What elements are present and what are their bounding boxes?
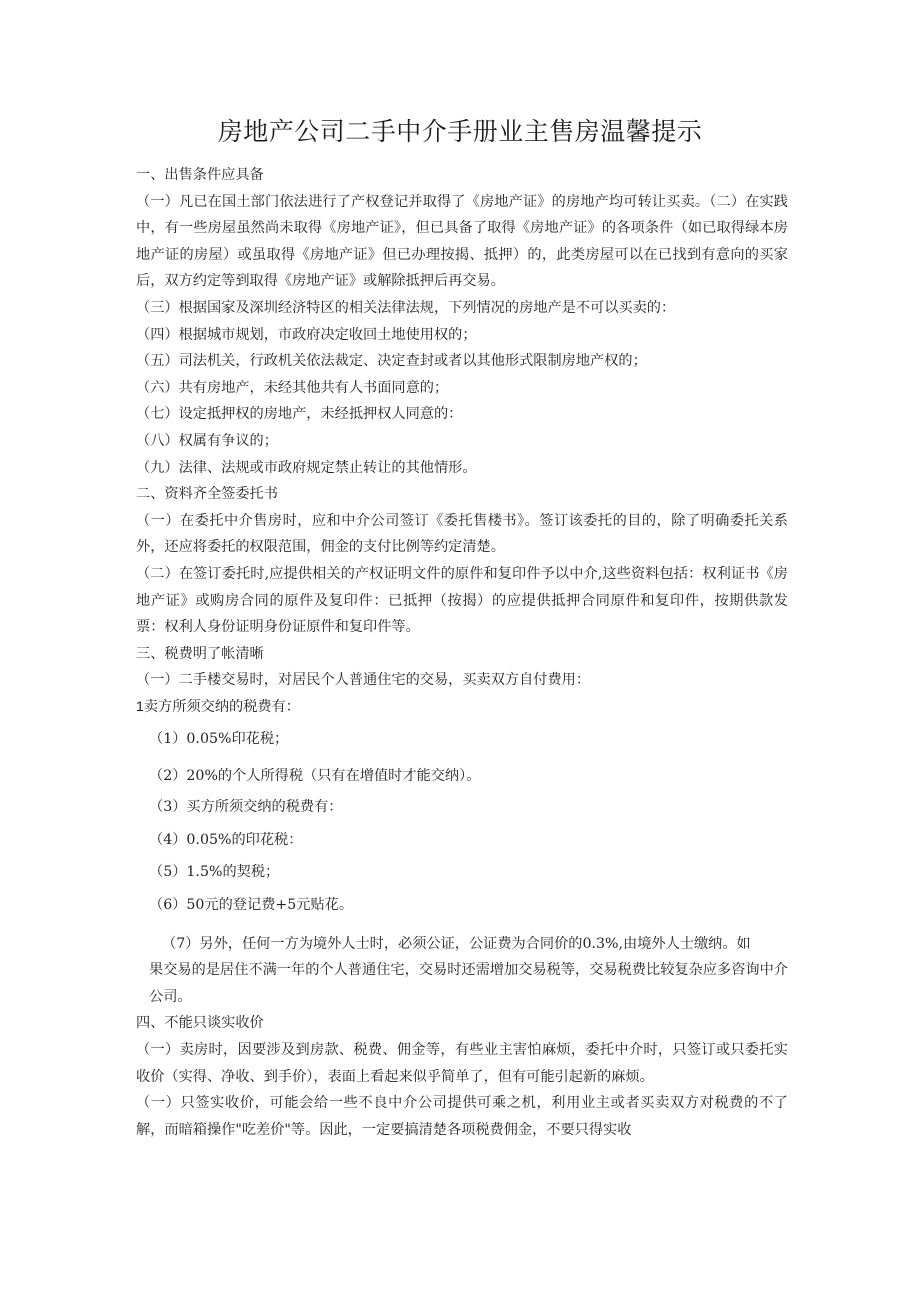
paragraph: （二）在签订委托时,应提供相关的产权证明文件的原件和复印件予以中介,这些资料包括：权利证书《房地产证》或购房合同的原件及复印件：已抵押（按揭）的应提供抵押合同原件和复印件，按期供款发票：权利人身份证明身份证原件和复印件等。 (136, 565, 788, 636)
paragraph: （三）根据国家及深圳经济特区的相关法律法规，下列情况的房地产是不可以买卖的： (136, 299, 676, 316)
paragraph: （七）设定抵押权的房地产，未经抵押权人同意的： (136, 406, 463, 423)
tax-item: （2）20%的个人所得税（只有在增值时才能交纳）。 (149, 768, 481, 785)
tax-item-7 (136, 931, 788, 1011)
paragraph: （一）卖房时，因要涉及到房款、税费、佣金等，有些业主害怕麻烦，委托中介时，只签订或只委托实收价（实得、净收、到手价），表面上看起来似乎简单了，但有可能引起新的麻烦。 (136, 1041, 788, 1085)
tax-item-7-first-line: （7）另外，任何一方为境外人士时，必须公证，公证费为合同价的0.3%,由境外人士缴纳。如 (162, 935, 751, 952)
tax-item: （5）1.5%的契税； (149, 864, 280, 881)
section-heading: 二、资料齐全签委托书 (136, 486, 278, 503)
paragraph: （九）法律、法规或市政府规定禁止转让的其他情形。 (136, 459, 477, 476)
paragraph: （一）在委托中介售房时，应和中介公司签订《委托售楼书》。签订该委托的目的，除了明确委托关系外，还应将委托的权限范围，佣金的支付比例等约定清楚。 (136, 512, 788, 556)
tax-item: （6）50元的登记费+5元贴花。 (149, 896, 354, 913)
page-title: 房地产公司二手中介手册业主售房温馨提示 (217, 117, 703, 146)
tax-item: （3）买方所须交纳的税费有： (149, 799, 343, 816)
paragraph: 1卖方所须交纳的税费有： (136, 698, 300, 715)
paragraph: （一）只签实收价，可能会给一些不良中介公司提供可乘之机，利用业主或者买卖双方对税费的不了解，而暗箱操作"吃差价"等。因此，一定要搞清楚各项税费佣金，不要只得实收 (136, 1095, 788, 1138)
paragraph: （一）二手楼交易时，对居民个人普通住宅的交易，买卖双方自付费用： (136, 672, 591, 689)
document-body (136, 162, 788, 1143)
paragraph: （一）凡已在国土部门依法进行了产权登记并取得了《房地产证》的房地产均可转让买卖。（二）在实践中，有一些房屋虽然尚未取得《房地产证》，但已具备了取得《房地产证》的各项条件（如已取得绿本房地产证的房屋）或虽取得《房地产证》但已办理按揭、抵押）的，此类房屋可以在已找到有意向的买家后，双方约定等到取得《房地产证》或解除抵押后再交易。 (136, 193, 788, 290)
tax-item: （4）0.05%的印花税： (149, 831, 303, 848)
tax-item-7-continuation: 果交易的是居住不满一年的个人普通住宅，交易时还需增加交易税等，交易税费比较复杂应多咨询中介公司。 (149, 962, 788, 1005)
paragraph: （八）权属有争议的； (136, 432, 278, 449)
section-heading: 三、税费明了帐清晰 (136, 645, 264, 662)
paragraph: （五）司法机关，行政机关依法裁定、决定查封或者以其他形式限制房地产权的； (136, 353, 647, 370)
paragraph: （四）根据城市规划，市政府决定收回土地使用权的； (136, 326, 477, 343)
section-heading: 一、出售条件应具备 (136, 167, 264, 183)
tax-item: （1）0.05%印花税； (149, 731, 289, 748)
section-heading: 四、不能只谈实收价 (136, 1015, 264, 1032)
paragraph: （六）共有房地产，未经其他共有人书面同意的； (136, 379, 449, 396)
